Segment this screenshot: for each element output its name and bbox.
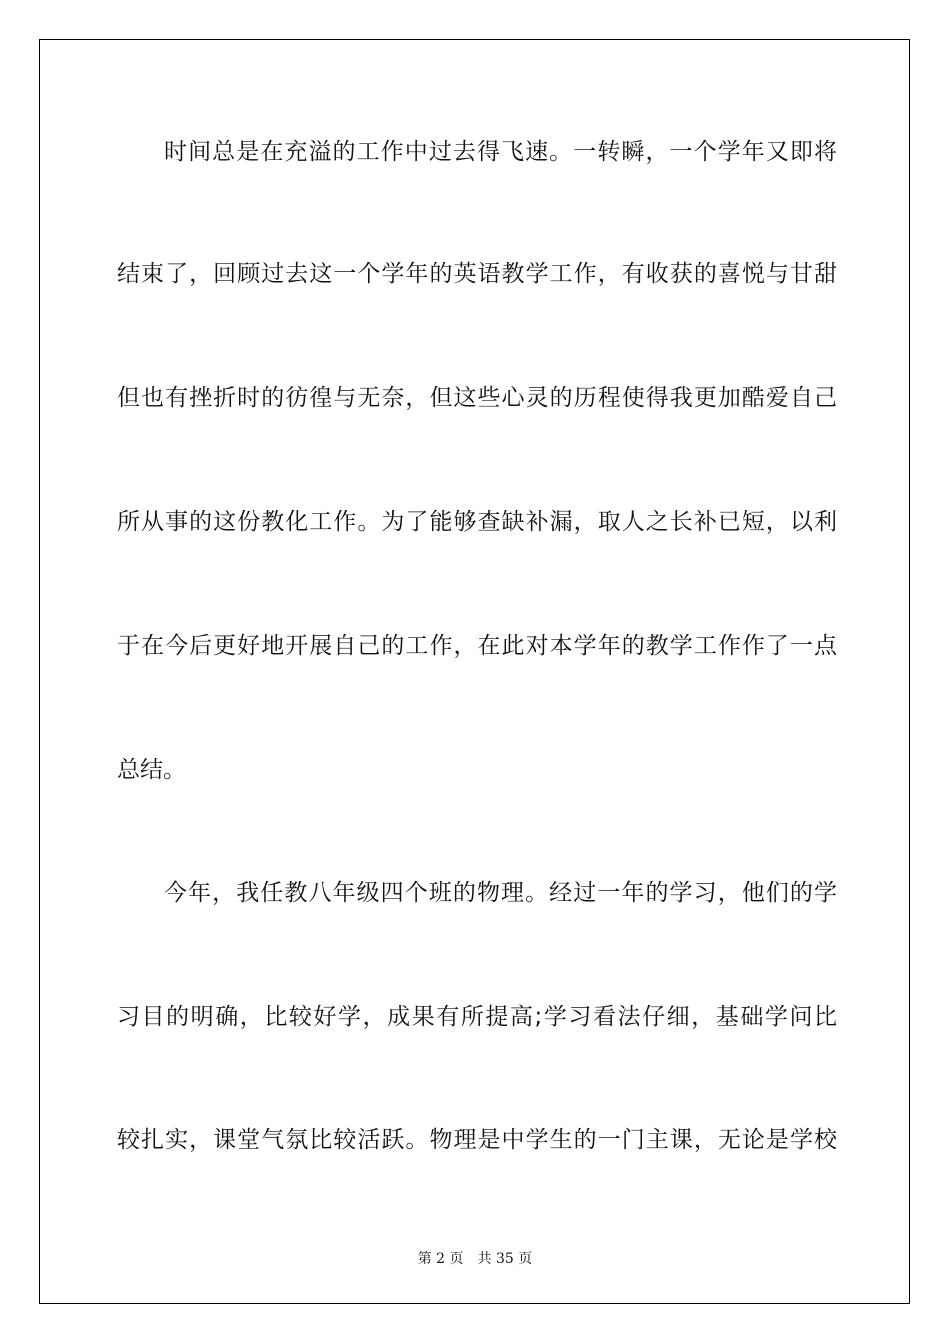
paragraph-line: 但也有挫折时的彷徨与无奈，但这些心灵的历程使得我更加酷爱自己 (117, 385, 837, 411)
paragraph-line: 于在今后更好地开展自己的工作，在此对本学年的教学工作作了一点 (117, 633, 837, 659)
page-frame (39, 39, 910, 1304)
paragraph-line: 结束了，回顾过去这一个学年的英语教学工作，有收获的喜悦与甘甜 (117, 261, 837, 287)
paragraph-line: 今年，我任教八年级四个班的物理。经过一年的学习，他们的学 (164, 880, 837, 906)
paragraph-line: 时间总是在充溢的工作中过去得飞速。一转瞬，一个学年又即将 (164, 139, 837, 165)
paragraph-line: 较扎实，课堂气氛比较活跃。物理是中学生的一门主课，无论是学校 (117, 1127, 837, 1153)
paragraph-line: 所从事的这份教化工作。为了能够查缺补漏，取人之长补已短，以利 (117, 509, 837, 535)
page-number-footer: 第 2 页 共 35 页 (417, 1251, 533, 1267)
paragraph-line: 总结。 (117, 757, 186, 783)
paragraph-line: 习目的明确，比较好学，成果有所提高;学习看法仔细，基础学问比 (117, 1004, 837, 1030)
